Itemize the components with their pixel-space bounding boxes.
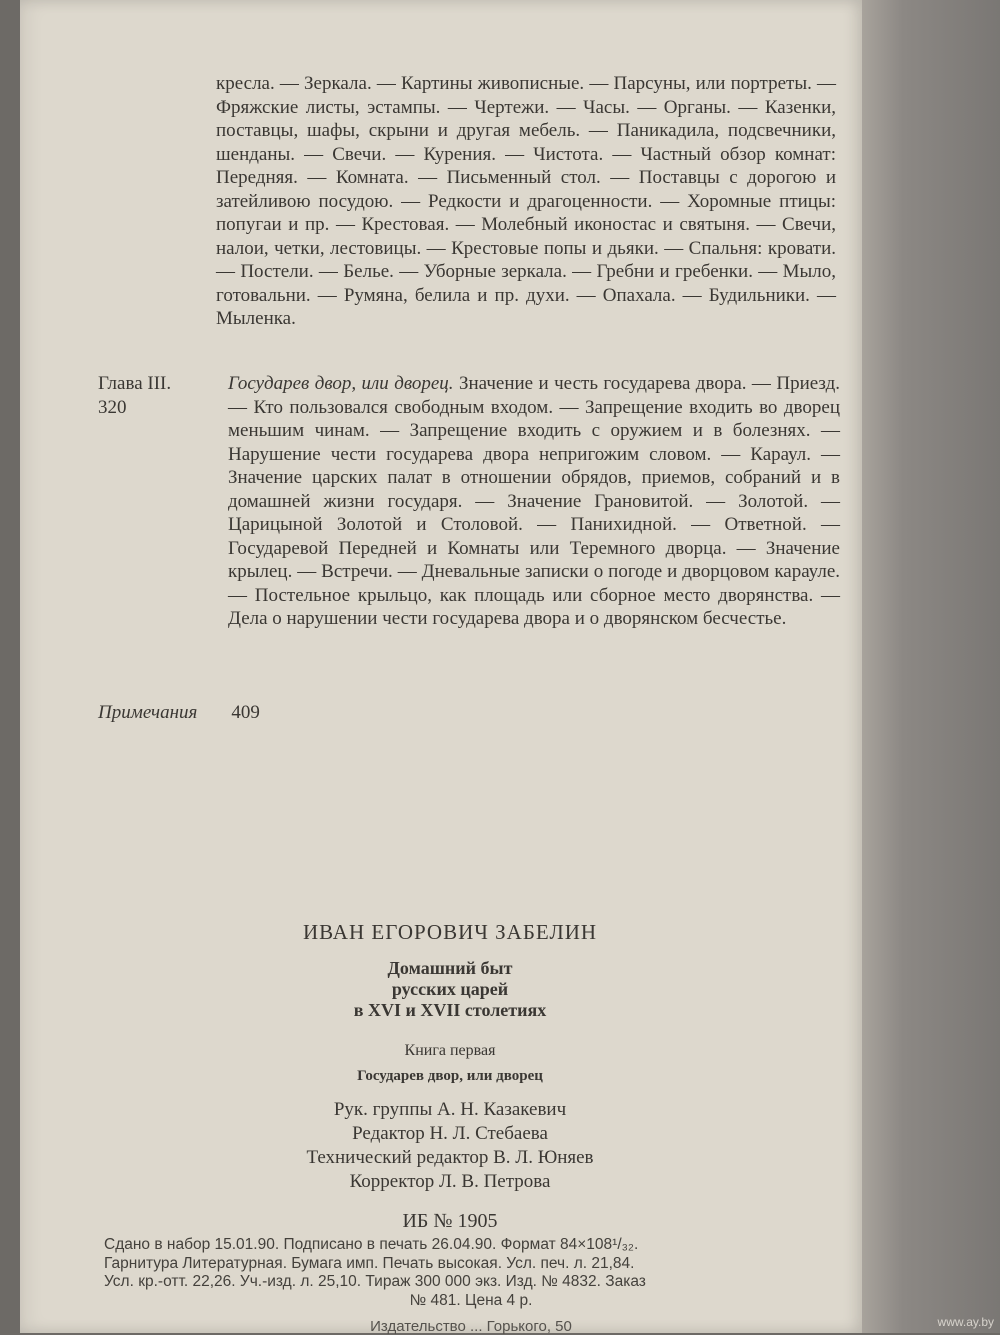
publisher-line: Издательство ... Горького, 50: [370, 1318, 572, 1335]
volume-subtitle: Государев двор, или дворец: [357, 1068, 543, 1084]
book-title: [240, 958, 660, 1021]
chapter-title: Государев двор, или дворец.: [228, 373, 454, 394]
author-name: ИВАН ЕГОРОВИЧ ЗАБЕЛИН: [302, 920, 598, 944]
imprint-line-1: Сдано в набор 15.01.90. Подписано в печать 26.04.90. Формат 84×108¹/₃₂.: [104, 1236, 639, 1253]
page-edge: [862, 0, 1000, 1333]
ib-number: ИБ № 1905: [402, 1210, 498, 1232]
volume-label: Книга первая: [404, 1042, 496, 1059]
imprint-line-4: № 481. Цена 4 р.: [409, 1291, 533, 1309]
notes-entry: [98, 702, 260, 724]
chapter-label: [98, 372, 218, 419]
notes-label: Примечания: [98, 702, 198, 723]
imprint-block: [104, 1236, 838, 1310]
toc-continuation: [216, 72, 836, 331]
title-line-2: русских царей: [391, 979, 509, 999]
chapter-number: Глава III.: [98, 373, 172, 394]
title-line-3: в XVI и XVII столетиях: [353, 1000, 547, 1020]
imprint-line-2: Гарнитура Литературная. Бумага имп. Печать высокая. Усл. печ. л. 21,84.: [104, 1254, 635, 1272]
credit-tech-editor: Технический редактор В. Л. Юняев: [306, 1147, 594, 1168]
credit-editor: Редактор Н. Л. Стебаева: [352, 1123, 548, 1144]
title-line-1: Домашний быт: [387, 958, 513, 978]
imprint-line-3: Усл. кр.-отт. 22,26. Уч.-изд. л. 25,10. Тираж 300 000 экз. Изд. № 4832. Заказ: [104, 1273, 646, 1290]
notes-page: 409: [231, 702, 260, 723]
credit-proofreader: Корректор Л. В. Петрова: [349, 1171, 551, 1192]
credit-group-lead: Рук. группы А. Н. Казакевич: [333, 1099, 567, 1120]
chapter-text: Значение и честь государева двора. — Приезд. — Кто пользовался свободным входом. — Запрещение входить во дворец меньшим чинам. — Запрещение входить с оружием и в болезнях. — Нарушение чести государева двора непригожим словом. — Караул. — Значение царских палат в отношении обрядов, приемов, собраний и в домашней жизни государя. — Значение Грановитой. — Золотой. — Царицыной Золотой и Столовой. — Панихидной. — Ответной. — Государевой Передней и Комнаты или Теремного дворца. — Значение крылец. — Встречи. — Дневальные записки о погоде и дворцовом карауле. — Постельное крыльцо, как площадь или сборное место дворянства. — Дела о нарушении чести государева двора и о дворянском бесчестье.: [228, 373, 840, 629]
watermark: www.ay.by: [937, 1315, 994, 1329]
chapter-contents: [228, 372, 840, 631]
chapter-page: 320: [98, 396, 127, 418]
staff-credits: [240, 1098, 660, 1194]
toc-continuation-text: кресла. — Зеркала. — Картины живописные. — Парсуны, или портреты. — Фряжские листы, эстампы. — Чертежи. — Часы. — Органы. — Казенки, поставцы, шафы, скрыни и другая мебель. — Паникадила, подсвечники, шенданы. — Свечи. — Курения. — Чистота. — Частный обзор комнат: Передняя. — Комната. — Письменный стол. — Поставцы с дорогою и затейливою посудою. — Редкости и драгоценности. — Хоромные птицы: попугаи и пр. — Крестовая. — Молебный иконостас и святыня. — Свечи, налои, четки, лестовицы. — Крестовые попы и дьяки. — Спальня: кровати. — Постели. — Белье. — Уборные зеркала. — Гребни и гребенки. — Мыло, готовальни. — Румяна, белила и пр. духи. — Опахала. — Будильники. — Мыленка.: [216, 73, 836, 329]
